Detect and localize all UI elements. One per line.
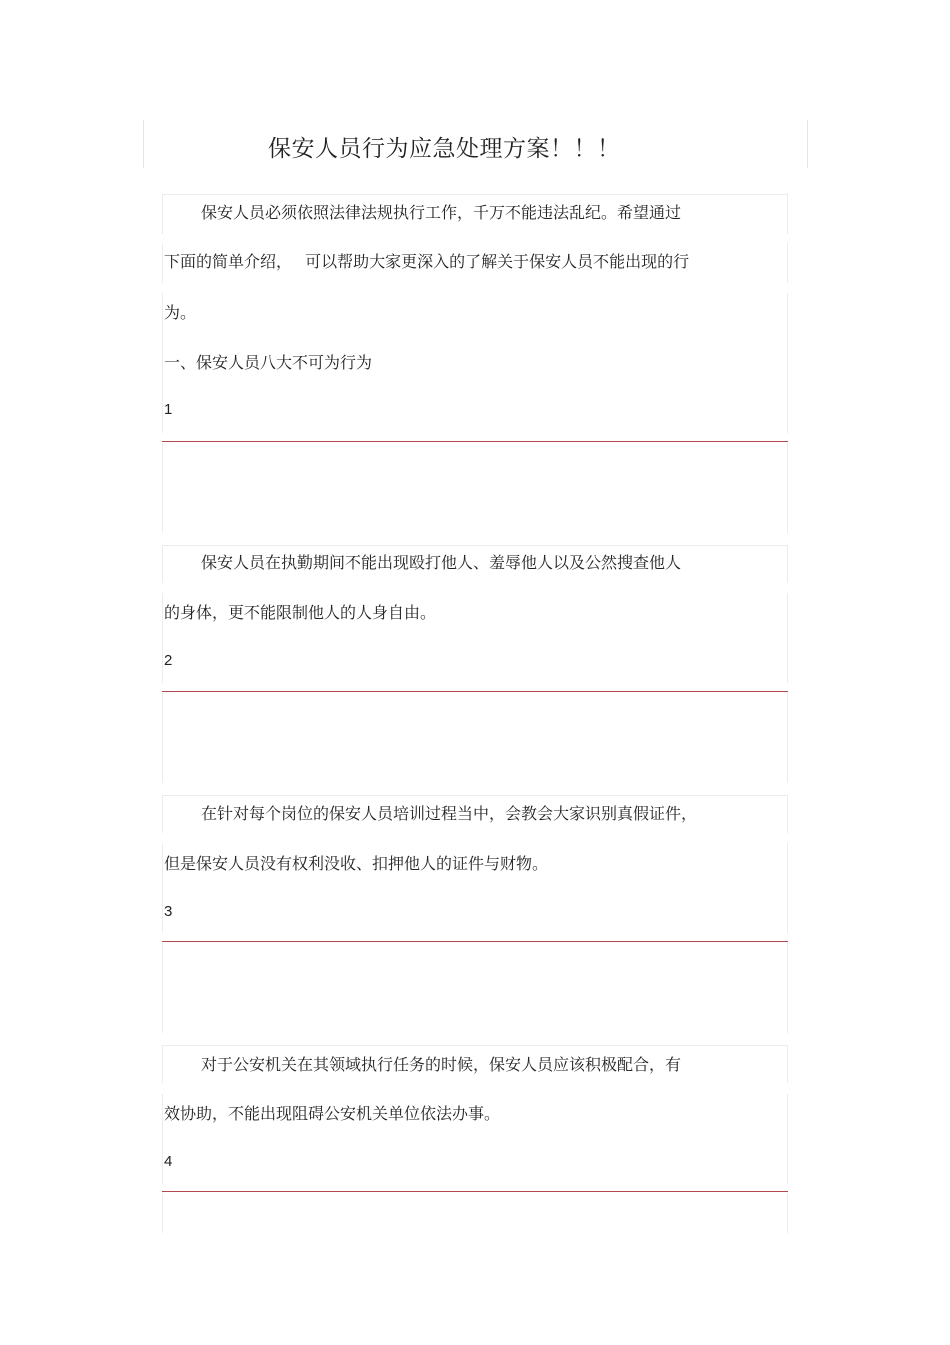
item-divider (162, 941, 788, 942)
blank-frame (162, 1193, 788, 1233)
section-heading: 一、保安人员八大不可为行为 (164, 353, 373, 372)
document-title: 保安人员行为应急处理方案！！！ (268, 136, 621, 162)
blank-frame (162, 943, 788, 1033)
item-number: 3 (164, 903, 173, 920)
item-number: 2 (164, 652, 173, 669)
item-divider (162, 1191, 788, 1192)
item-number: 1 (164, 401, 173, 418)
item-line-2: 效协助，不能出现阻碍公安机关单位依法办事。 (164, 1104, 501, 1123)
item-line-1: 保安人员在执勤期间不能出现殴打他人、羞辱他人以及公然搜查他人 (201, 553, 682, 572)
intro-line-2: 下面的简单介绍， 可以帮助大家更深入的了解关于保安人员不能出现的行 (164, 252, 690, 271)
blank-frame (162, 443, 788, 533)
item-line-1: 在针对每个岗位的保安人员培训过程当中，会教会大家识别真假证件， (201, 804, 698, 823)
item-line-2: 的身体，更不能限制他人的人身自由。 (164, 603, 437, 622)
item-number: 4 (164, 1153, 173, 1170)
item-divider (162, 441, 788, 442)
intro-line-3: 为。 (164, 303, 197, 322)
blank-frame (162, 693, 788, 783)
item-line-1: 对于公安机关在其领域执行任务的时候，保安人员应该积极配合，有 (201, 1055, 682, 1074)
item-divider (162, 691, 788, 692)
intro-line-1: 保安人员必须依照法律法规执行工作，千万不能违法乱纪。希望通过 (201, 203, 682, 222)
item-line-2: 但是保安人员没有权利没收、扣押他人的证件与财物。 (164, 854, 549, 873)
